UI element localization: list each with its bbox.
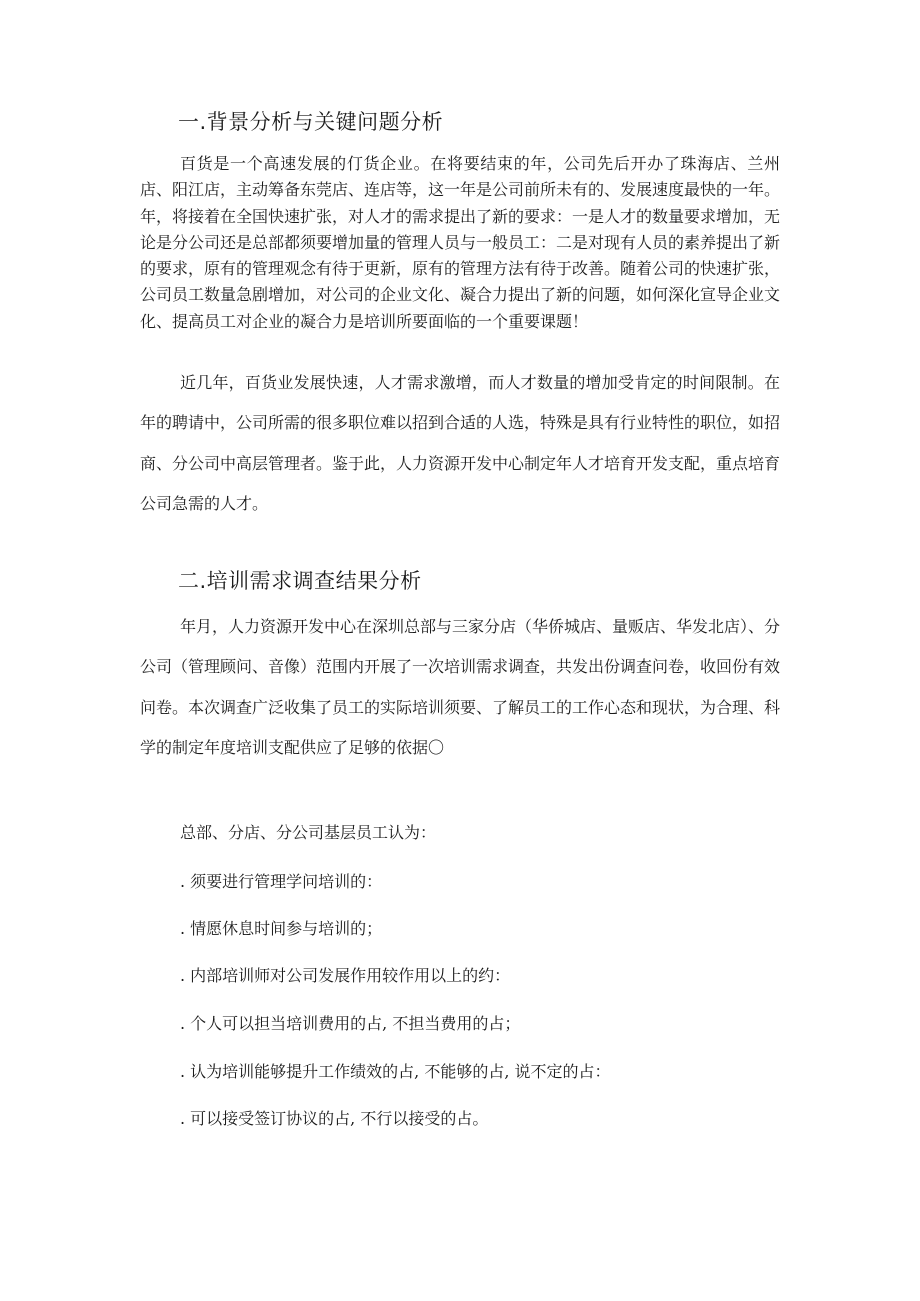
section-heading-survey: 二.培训需求调查结果分析 xyxy=(178,569,422,593)
survey-item: . 须要进行管理学问培训的： xyxy=(180,872,383,891)
survey-item: . 情愿休息时间参与培训的； xyxy=(180,919,383,938)
paragraph-talent-demand: 近几年，百货业发展快速，人才需求激增，而人才数量的增加受肯定的时间限制。在年的聘请中，公司所需的很多职位难以招到合适的人选，特殊是具有行业特性的职位，如招商、分公司中高层管理者。鉴于此，人力资源开发中心制定年人才培育开发支配，重点培育公司急需的人才。 xyxy=(140,373,781,513)
survey-item: . 可以接受签订协议的占, 不行以接受的占。 xyxy=(180,1109,489,1128)
paragraph-company-growth: 百货是一个高速发展的仃货企业。在将要结束的年，公司先后开办了珠海店、兰州店、阳江店，主动筹备东莞店、连店等，这一年是公司前所未有的、发展速度最快的一年。年，将接着在全国快速扩张，对人才的需求提出了新的要求：一是人才的数量要求增加，无论是分公司还是总部都须要增加量的管理人员与一般员工：二是对现有人员的素养提出了新的要求，原有的管理观念有待于更新，原有的管理方法有待于改善。随着公司的快速扩张，公司员工数量急剧增加，对公司的企业文化、凝合力提出了新的问题，如何深化宣导企业文化、提高员工对企业的凝合力是培训所要面临的一个重要课题！ xyxy=(140,154,781,331)
paragraph-survey-overview: 年月，人力资源开发中心在深圳总部与三家分店（华侨城店、量贩店、华发北店）、分公司（管理顾问、音像）范围内开展了一次培训需求调查，共发出份调查问卷，收回份有效问卷。本次调查广泛收集了员工的实际培训须要、了解员工的工作心态和现状，为合理、科学的制定年度培训支配供应了足够的依据〇 xyxy=(140,617,781,757)
section-heading-background: 一.背景分析与关键问题分析 xyxy=(178,110,444,134)
survey-intro: 总部、分店、分公司基层员工认为： xyxy=(180,823,437,842)
survey-item: . 认为培训能够提升工作绩效的占, 不能够的占, 说不定的占： xyxy=(180,1062,611,1081)
survey-item: . 内部培训师对公司发展作用较作用以上的约： xyxy=(180,966,511,985)
survey-item: . 个人可以担当培训费用的占, 不担当费用的占； xyxy=(180,1014,521,1033)
